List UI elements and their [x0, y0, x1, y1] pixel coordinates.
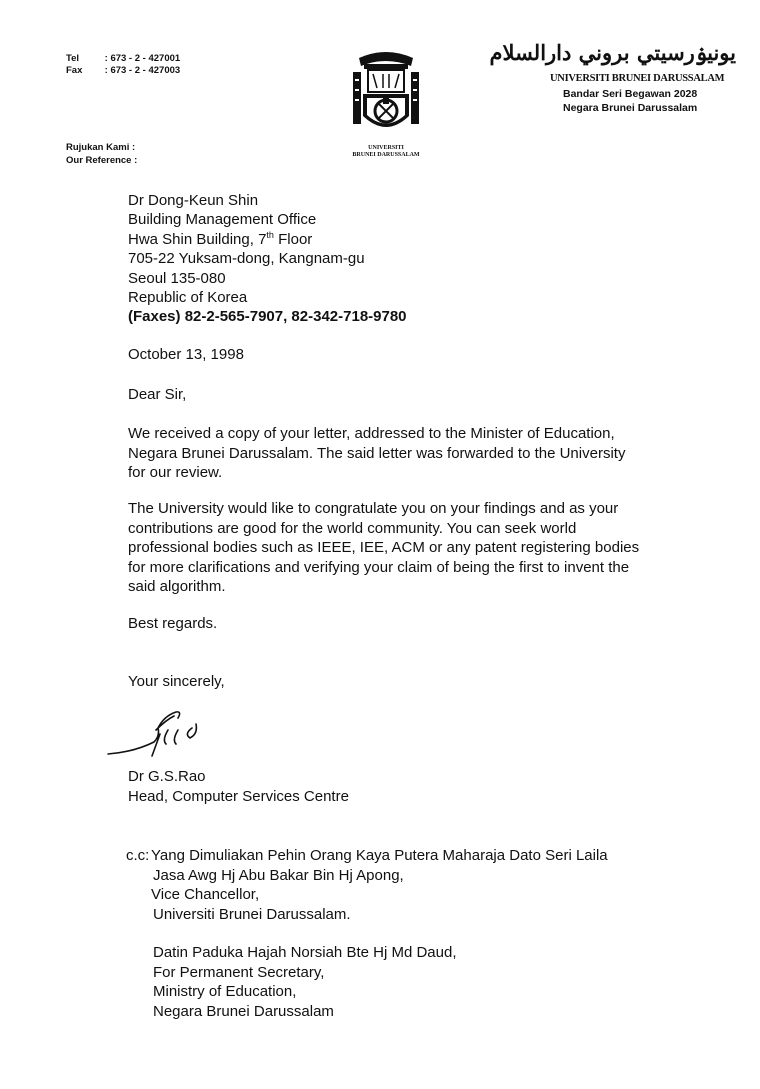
paragraph-1-line: We received a copy of your letter, addressed to the Minister of Education,	[128, 425, 615, 442]
paragraph-1-line: for our review.	[128, 464, 223, 481]
signer-name: Dr G.S.Rao	[128, 768, 206, 785]
cc-line: Negara Brunei Darussalam	[153, 1002, 334, 1020]
regards: Best regards.	[128, 615, 218, 632]
recipient-name: Dr Dong-Keun Shin	[128, 192, 259, 209]
reference-label-english: Our Reference :	[66, 155, 138, 166]
closing: Your sincerely,	[128, 673, 225, 690]
recipient-line-2	[128, 230, 407, 249]
fax-label: Fax	[66, 65, 83, 76]
fax-value: : 673 - 2 - 427003	[104, 65, 181, 76]
tel-label: Tel	[66, 53, 80, 64]
cc-line: Jasa Awg Hj Abu Bakar Bin Hj Apong,	[153, 866, 404, 884]
recipient-line-3: 705-22 Yuksam-dong, Kangnam-gu	[128, 250, 365, 268]
paragraph-1-line: Negara Brunei Darussalam. The said letter was forwarded to the University	[128, 444, 626, 462]
recipient-faxes: (Faxes) 82-2-565-7907, 82-342-718-9780	[128, 308, 407, 326]
letter-date: October 13, 1998	[128, 346, 244, 363]
recipient-line-4: Seoul 135-080	[128, 269, 226, 287]
paragraph-2-line: contributions are good for the world community. You can seek world	[128, 519, 577, 537]
signer-block	[128, 767, 349, 806]
crest-caption-line-2: BRUNEI DARUSSALAM	[352, 152, 420, 158]
recipient-address	[128, 191, 407, 327]
university-header-right	[489, 38, 740, 115]
crest-caption-line-1: UNIVERSITI	[368, 145, 404, 151]
address-line-2: Negara Brunei Darussalam	[563, 102, 698, 114]
cc-block-1	[153, 846, 608, 924]
fax-row	[66, 65, 180, 77]
address-line-1: Bandar Seri Begawan 2028	[563, 88, 698, 100]
cc-prefix: c.c:	[126, 847, 150, 864]
reference-block	[66, 141, 137, 167]
paragraph-2-line: for more clarifications and verifying your claim of being the first to invent the	[128, 558, 630, 576]
recipient-line-2-superscript: th	[266, 229, 274, 240]
cc-block-2	[153, 943, 457, 1021]
handwritten-signature-icon	[104, 706, 224, 762]
paragraph-2	[128, 499, 669, 597]
cc-line: Datin Paduka Hajah Norsiah Bte Hj Md Daud,	[153, 944, 457, 961]
cc-line: Vice Chancellor,	[151, 886, 260, 903]
paragraph-2-line: professional bodies such as IEEE, IEE, ACM or any patent registering bodies	[128, 539, 640, 556]
signature	[104, 706, 224, 767]
contact-block	[66, 53, 180, 77]
crest-caption	[337, 145, 435, 159]
jawi-university-name: يونيۏرسيتي بروني دارالسلام	[489, 40, 736, 65]
reference-label-malay: Rujukan Kami :	[66, 142, 136, 153]
signer-title: Head, Computer Services Centre	[128, 787, 349, 805]
tel-row	[66, 53, 180, 65]
recipient-line-1: Building Management Office	[128, 211, 317, 229]
paragraph-1	[128, 424, 669, 483]
recipient-line-2-main: Hwa Shin Building, 7	[128, 230, 267, 248]
university-crest	[337, 44, 435, 159]
university-address	[563, 87, 740, 115]
cc-line: Universiti Brunei Darussalam.	[153, 905, 351, 923]
recipient-line-5: Republic of Korea	[128, 289, 248, 307]
cc-line: Yang Dimuliakan Pehin Orang Kaya Putera Maharaja Dato Seri Laila	[151, 847, 608, 864]
paragraph-2-line: said algorithm.	[128, 578, 226, 595]
cc-line: For Permanent Secretary,	[153, 963, 325, 981]
paragraph-2-line: The University would like to congratulate you on your findings and as your	[128, 500, 619, 517]
tel-value: : 673 - 2 - 427001	[104, 53, 181, 64]
university-name: UNIVERSITI BRUNEI DARUSSALAM	[550, 73, 725, 84]
crest-emblem-icon	[337, 44, 435, 140]
recipient-line-2-end: Floor	[273, 230, 313, 248]
cc-line: Ministry of Education,	[153, 983, 297, 1000]
salutation: Dear Sir,	[128, 386, 187, 403]
